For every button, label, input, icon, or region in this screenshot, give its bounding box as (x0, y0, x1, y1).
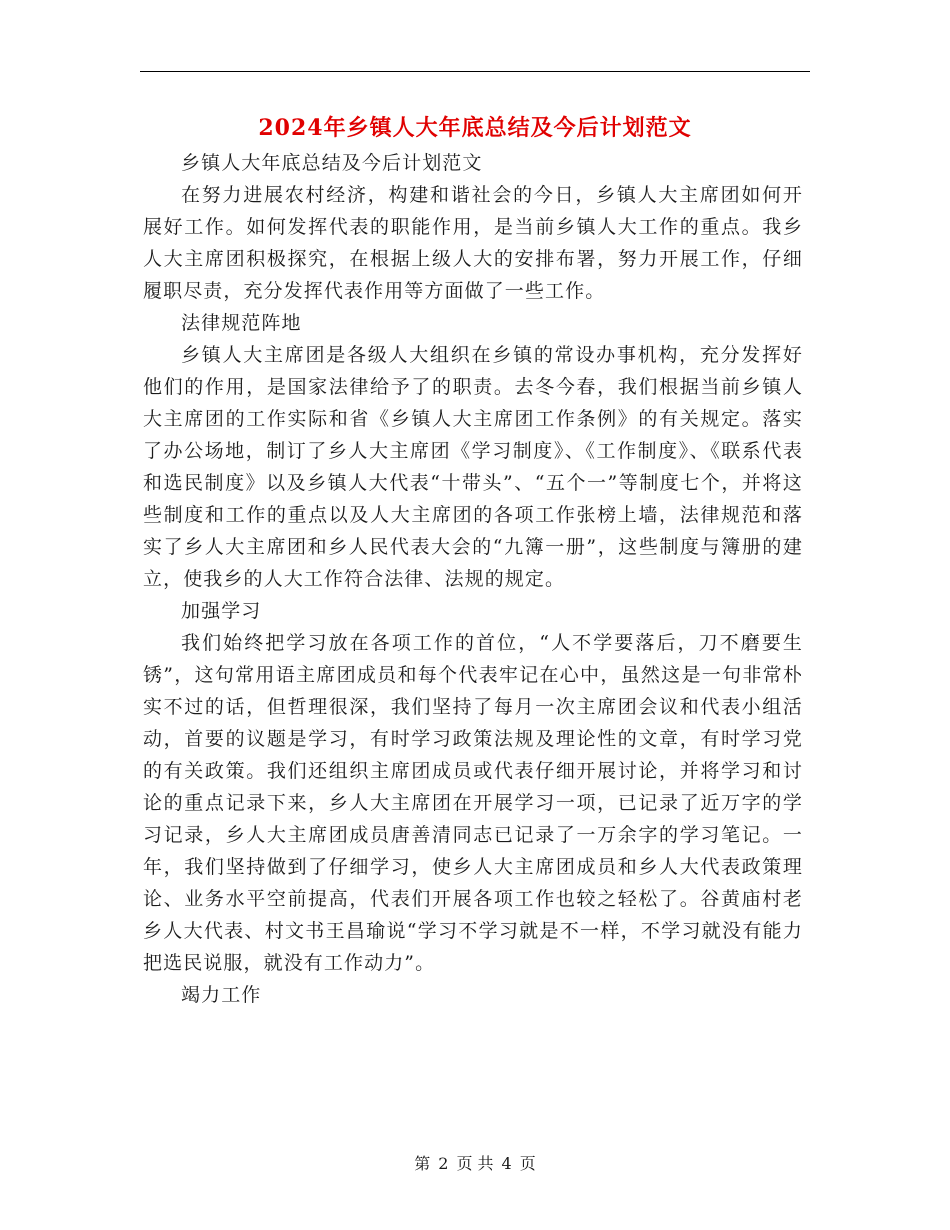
document-title: 2024年乡镇人大年底总结及今后计划范文 (258, 115, 692, 141)
section-heading-study: 加强学习 (181, 600, 262, 622)
footer-suffix: 页 (519, 1154, 536, 1173)
page-footer (0, 1152, 950, 1176)
subtitle-paragraph: 乡镇人大年底总结及今后计划范文 (181, 152, 483, 174)
footer-page-number: 2 (438, 1154, 449, 1173)
header-rule (140, 71, 810, 72)
footer-middle: 页 共 (456, 1154, 494, 1173)
legal-paragraph: 乡镇人大主席团是各级人大组织在乡镇的常设办事机构，充分发挥好他们的作用，是国家法律给予了的职责。去冬今春，我们根据当前乡镇人大主席团的工作实际和省《乡镇人大主席团工作条例》的有关规定。落实了办公场地，制订了乡人大主席团《学习制度》、《工作制度》、《联系代表和选民制度》以及乡镇人大代表“十带头”、“五个一”等制度七个，并将这些制度和工作的重点以及人大主席团的各项工作张榜上墙，法律规范和落实了乡人大主席团和乡人民代表大会的“九簿一册”，这些制度与簿册的建立，使我乡的人大工作符合法律、法规的规定。 (143, 344, 803, 590)
section-heading-work: 竭力工作 (181, 984, 262, 1006)
intro-paragraph: 在努力进展农村经济，构建和谐社会的今日，乡镇人大主席团如何开展好工作。如何发挥代表的职能作用，是当前乡镇人大工作的重点。我乡人大主席团积极探究，在根据上级人大的安排布署，努力开展工作，仔细履职尽责，充分发挥代表作用等方面做了一些工作。 (143, 184, 803, 302)
document-body (143, 147, 803, 1011)
footer-prefix: 第 (414, 1154, 431, 1173)
study-paragraph: 我们始终把学习放在各项工作的首位，“人不学要落后，刀不磨要生锈”，这句常用语主席团成员和每个代表牢记在心中，虽然这是一句非常朴实不过的话，但哲理很深，我们坚持了每月一次主席团会议和代表小组活动，首要的议题是学习，有时学习政策法规及理论性的文章，有时学习党的有关政策。我们还组织主席团成员或代表仔细开展讨论，并将学习和讨论的重点记录下来，乡人大主席团在开展学习一项，已记录了近万字的学习记录，乡人大主席团成员唐善清同志已记录了一万余字的学习笔记。一年，我们坚持做到了仔细学习，使乡人大主席团成员和乡人大代表政策理论、业务水平空前提高，代表们开展各项工作也较之轻松了。谷黄庙村老乡人大代表、村文书王昌瑜说“学习不学习就是不一样，不学习就没有能力把选民说服，就没有工作动力”。 (143, 632, 803, 974)
section-heading-legal: 法律规范阵地 (181, 312, 302, 334)
footer-total-pages: 4 (501, 1154, 512, 1173)
